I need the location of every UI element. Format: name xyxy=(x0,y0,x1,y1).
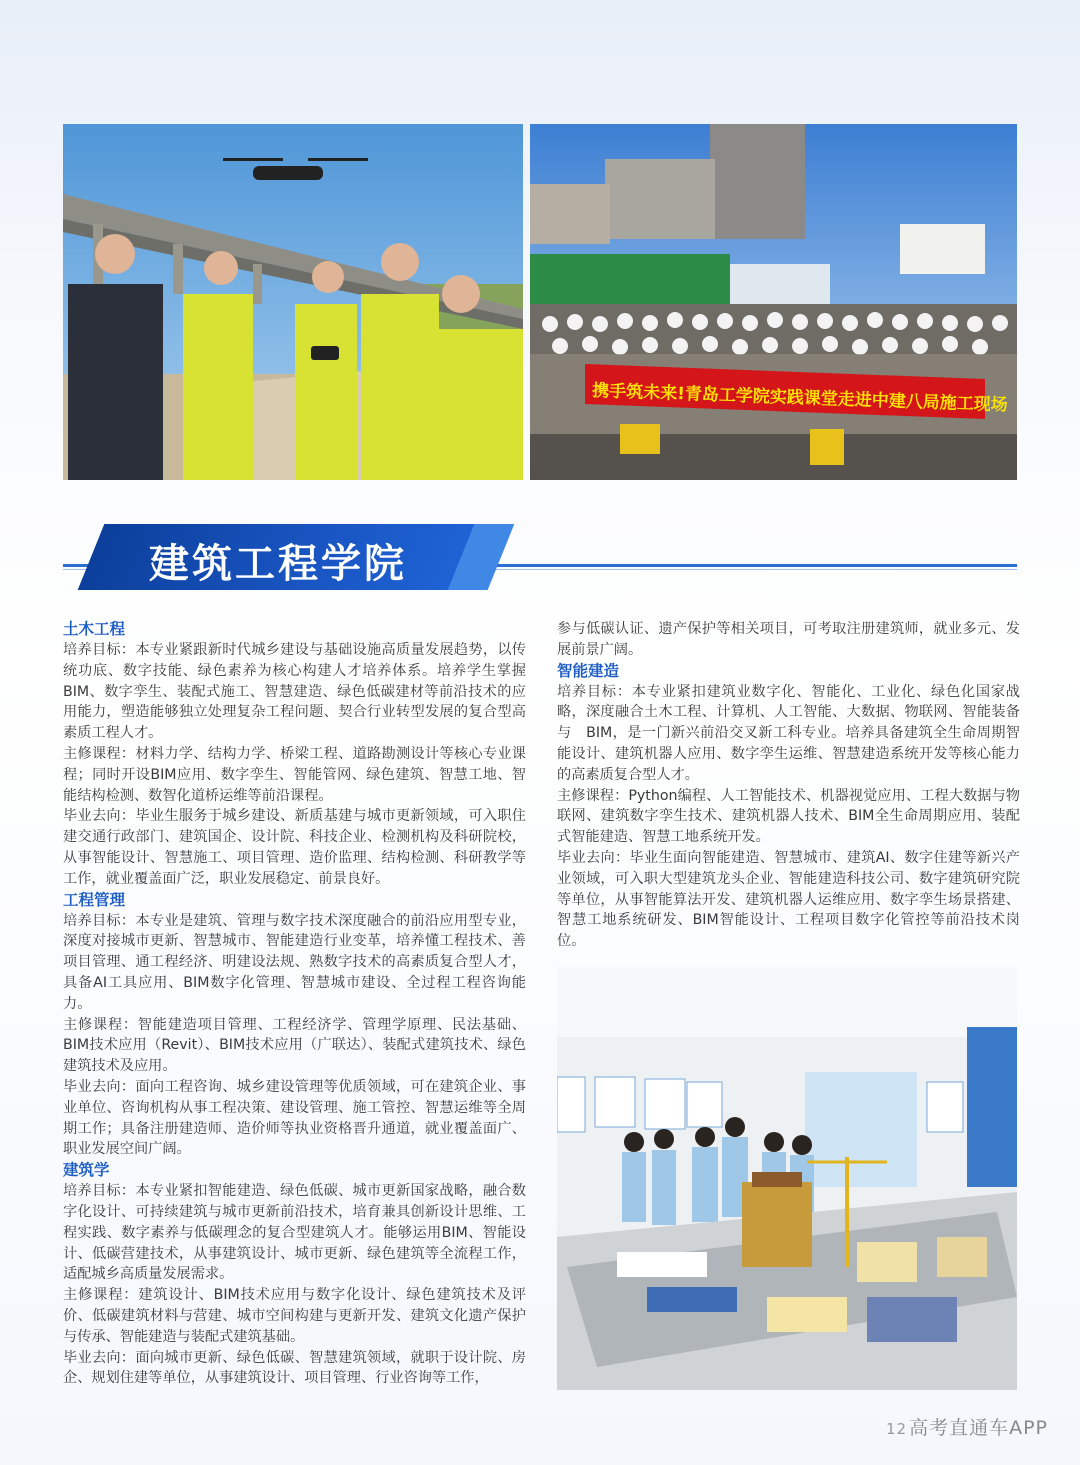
body-paragraph: 主修课程：材料力学、结构力学、桥梁工程、道路勘测设计等核心专业课程；同时开设BIM应用、数字孪生、智能管网、绿色建筑、智慧工地、智能结构检测、数智化道桥运维等前沿课程。 xyxy=(63,745,526,804)
photo-smart-construction-lab xyxy=(557,967,1017,1390)
right-text-column xyxy=(557,619,1020,952)
major-heading: 工程管理 xyxy=(63,890,126,909)
body-paragraph: 毕业去向：毕业生服务于城乡建设、新质基建与城市更新领域，可入职住建交通行政部门、建筑国企、设计院、科技企业、检测机构及科研院校，从事智能设计、智慧施工、项目管理、造价监理、结构检测、科研教学等工作，就业覆盖面广泛，职业发展稳定、前景良好。 xyxy=(63,808,526,887)
body-paragraph: 培养目标：本专业紧扣建筑业数字化、智能化、工业化、绿色化国家战略，深度融合土木工程、计算机、人工智能、大数据、物联网、智能装备与 BIM，是一门新兴前沿交叉新工科专业。培养具备建筑全生命周期智能设计、建筑机器人应用、数字孪生运维、智慧建造系统开发等核心能力的高素质复合型人才。 xyxy=(557,683,1020,783)
major-heading: 土木工程 xyxy=(63,620,126,638)
body-paragraph: 培养目标：本专业紧扣智能建造、绿色低碳、城市更新国家战略，融合数字化设计、可持续建筑与城市更新前沿技术，培育兼具创新设计思维、工程实践、数字素养与低碳理念的复合型建筑人才。能够运用BIM、智能设计、低碳营建技术，从事建筑设计、城市更新、绿色建筑等全流程工作，适配城乡高质量发展需求。 xyxy=(63,1183,526,1283)
footer xyxy=(886,1413,1048,1440)
page-number: 12 xyxy=(886,1420,908,1438)
photo-construction-site-group xyxy=(530,124,1017,480)
body-paragraph: 培养目标：本专业紧跟新时代城乡建设与基础设施高质量发展趋势，以传统功底、数字技能、绿色素养为核心构建人才培养体系。培养学生掌握BIM、数字孪生、装配式施工、智慧建造、绿色低碳建材等前沿技术的应用能力，塑造能够独立处理复杂工程问题、契合行业转型发展的复合型高素质工程人才。 xyxy=(63,642,526,742)
banner-text: 携手筑未来!青岛工学院实践课堂走进中建八局施工现场 xyxy=(591,381,1009,416)
major-heading: 建筑学 xyxy=(63,1161,110,1180)
body-paragraph: 毕业去向：面向城市更新、绿色低碳、智慧建筑领域，就职于设计院、房企、规划住建等单位，从事建筑设计、项目管理、行业咨询等工作， xyxy=(63,1349,526,1387)
body-paragraph: 培养目标：本专业是建筑、管理与数字技术深度融合的前沿应用型专业，深度对接城市更新、智慧城市、智能建造行业变革，培养懂工程技术、善项目管理、通工程经济、明建设法规、熟数字技术的高素质复合型人才，具备AI工具应用、BIM数字化管理、智慧城市建设、全过程工程咨询能力。 xyxy=(63,912,526,1012)
page-title: 建筑工程学院 xyxy=(149,540,407,587)
body-paragraph: 主修课程：Python编程、人工智能技术、机器视觉应用、工程大数据与物联网、建筑数字孪生技术、建筑机器人技术、BIM全生命周期应用、装配式智能建造、智慧工地系统开发。 xyxy=(557,787,1020,846)
major-heading: 智能建造 xyxy=(557,661,620,680)
body-paragraph: 毕业去向：面向工程咨询、城乡建设管理等优质领域，可在建筑企业、事业单位、咨询机构从事工程决策、建设管理、施工管控、智慧运维等全周期工作；具备注册建造师、造价师等执业资格晋升通道，就业覆盖面广、职业发展空间广阔。 xyxy=(63,1078,526,1158)
body-paragraph: 主修课程：智能建造项目管理、工程经济学、管理学原理、民法基础、BIM技术应用（Revit）、BIM技术应用（广联达）、装配式建筑技术、绿色建筑技术及应用。 xyxy=(63,1016,526,1075)
body-paragraph: 参与低碳认证、遗产保护等相关项目，可考取注册建筑师，就业多元、发展前景广阔。 xyxy=(557,621,1020,658)
watermark: 高考直通车APP xyxy=(909,1417,1049,1439)
left-text-column xyxy=(63,619,526,1389)
section-title-bar xyxy=(63,524,1017,590)
body-paragraph: 毕业去向：毕业生面向智能建造、智慧城市、建筑AI、数字住建等新兴产业领域，可入职大型建筑龙头企业、智能建造科技公司、数字建筑研究院等单位，从事智能算法开发、建筑机器人运维应用、数字孪生场景搭建、智慧工地系统研发、BIM智能设计、工程项目数字化管控等前沿技术岗位。 xyxy=(557,849,1020,950)
photo-drone-team xyxy=(63,124,523,480)
body-paragraph: 主修课程：建筑设计、BIM技术应用与数字化设计、绿色建筑技术及评价、低碳建筑材料与营建、城市空间构建与更新开发、建筑文化遗产保护与传承、智能建造与装配式建筑基础。 xyxy=(63,1287,526,1345)
